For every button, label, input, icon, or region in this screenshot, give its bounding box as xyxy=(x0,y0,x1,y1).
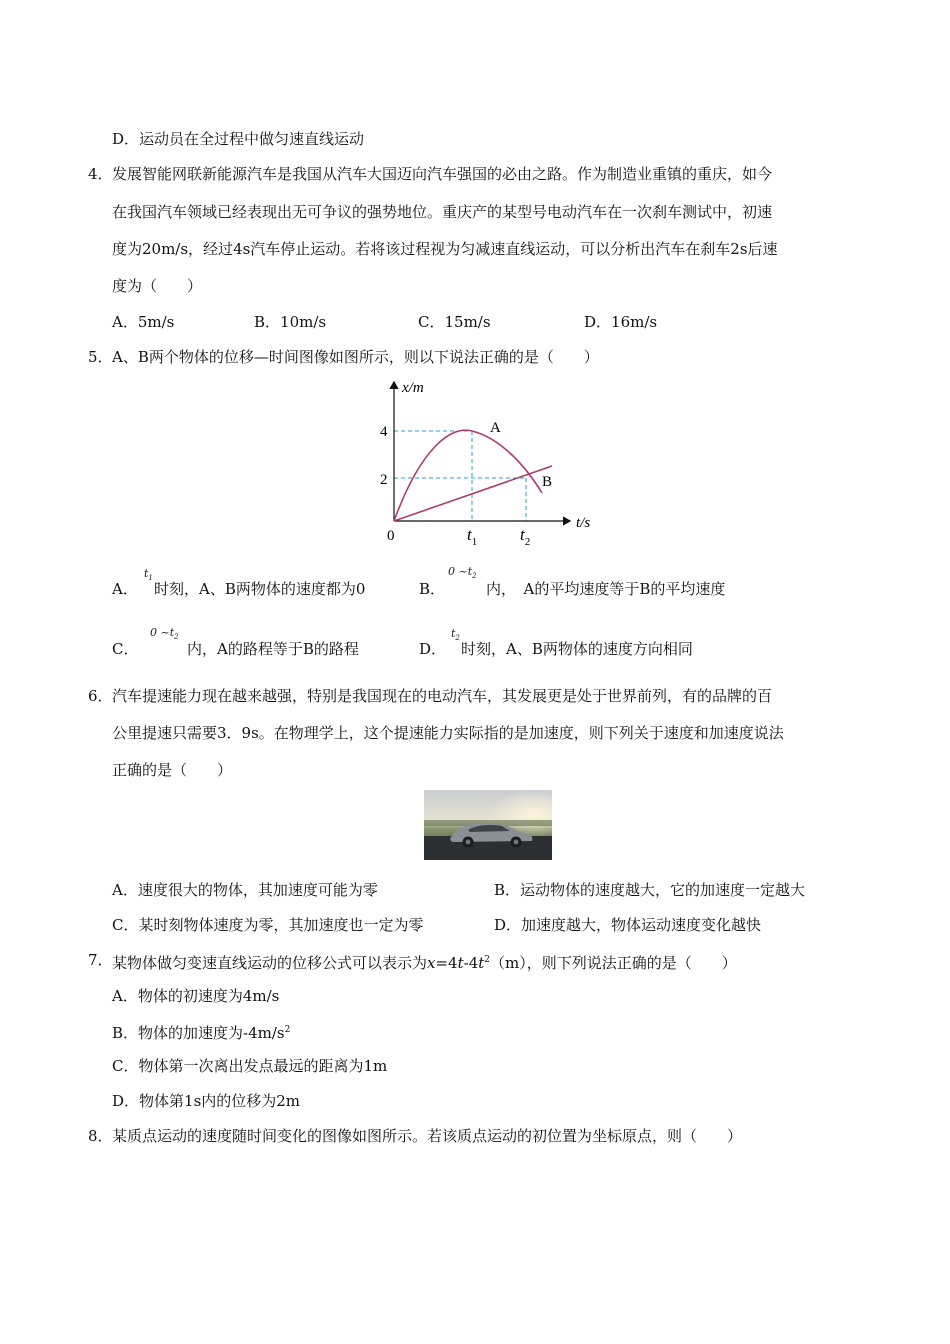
xt-graph xyxy=(370,370,610,552)
q6-option-a[interactable]: A．速度很大的物体，其加速度可能为零 xyxy=(112,881,378,899)
q4-stem-line-4: 度为（ ） xyxy=(112,277,203,295)
q5-option-c-var: 0 $\sim t_2$ xyxy=(150,626,179,641)
line-b-label: B xyxy=(542,474,553,490)
q5-option-a-prefix[interactable]: A． xyxy=(112,580,138,598)
q5-option-c-prefix[interactable]: C． xyxy=(112,640,139,658)
q4-stem-line-3: 度为20m/s，经过4s汽车停止运动。若将该过程视为匀减速直线运动，可以分析出汽车在刹车2s后速 xyxy=(112,240,778,258)
q7-option-a[interactable]: A．物体的初速度为4m/s xyxy=(112,987,280,1005)
q6-stem-line-3: 正确的是（ ） xyxy=(112,761,233,779)
car-photo xyxy=(424,790,552,860)
q5-option-a-text[interactable]: 时刻，A、B两物体的速度都为0 xyxy=(154,580,366,598)
q5-number: 5． xyxy=(88,348,113,366)
x-axis-label: t/s xyxy=(576,515,591,531)
q8-stem: 某质点运动的速度随时间变化的图像如图所示。若该质点运动的初位置为坐标原点，则（ ） xyxy=(112,1127,743,1145)
origin-label: 0 xyxy=(387,528,395,544)
q3-option-d: D．运动员在全过程中做匀速直线运动 xyxy=(112,130,365,148)
y-tick-4: 4 xyxy=(380,424,388,440)
q4-number: 4． xyxy=(88,165,113,183)
q5-option-d-prefix[interactable]: D． xyxy=(419,640,447,658)
curve-a-label: A xyxy=(490,420,501,436)
q4-option-d[interactable]: D．16m/s xyxy=(584,313,658,331)
q6-option-d[interactable]: D．加速度越大，物体运动速度变化越快 xyxy=(494,916,762,934)
q7-option-d[interactable]: D．物体第1s内的位移为2m xyxy=(112,1092,301,1110)
q7-option-b[interactable]: B．物体的加速度为$-4m/s^2$ xyxy=(112,1024,291,1042)
y-axis-label: x/m xyxy=(402,380,424,396)
q5-option-d-var: $t_2$ xyxy=(451,627,460,642)
y-tick-2: 2 xyxy=(380,472,388,488)
q7-option-c[interactable]: C．物体第一次离出发点最远的距离为1m xyxy=(112,1057,388,1075)
q4-stem-line-2: 在我国汽车领域已经表现出无可争议的强势地位。重庆产的某型号电动汽车在一次刹车测试中，初速 xyxy=(112,203,773,221)
q4-stem-line-1: 发展智能网联新能源汽车是我国从汽车大国迈向汽车强国的必由之路。作为制造业重镇的重庆，如今 xyxy=(112,165,773,183)
q5-option-a-var: $t_1$ xyxy=(144,567,153,582)
x-tick-t1: $t_1$ xyxy=(467,525,478,548)
curve-a xyxy=(394,430,542,521)
q5-option-d-text[interactable]: 时刻，A、B两物体的速度方向相同 xyxy=(461,640,693,658)
q6-stem-line-1: 汽车提速能力现在越来越强，特别是我国现在的电动汽车，其发展更是处于世界前列，有的品牌的百 xyxy=(112,687,773,705)
q8-number: 8． xyxy=(88,1127,113,1145)
q7-stem: 某物体做匀变速直线运动的位移公式可以表示为$x=4t-4t^2(m)$，则下列说法正确的是（ ） xyxy=(112,954,737,972)
q5-option-b-var: 0 $\sim t_2$ xyxy=(448,565,477,580)
q5-option-b-prefix[interactable]: B． xyxy=(419,580,446,598)
q5-option-b-text[interactable]: 内， A的平均速度等于B的平均速度 xyxy=(486,580,726,598)
line-b xyxy=(394,466,552,521)
q6-stem-line-2: 公里提速只需要3．9s。在物理学上，这个提速能力实际指的是加速度，则下列关于速度和加速度说法 xyxy=(112,724,784,742)
q7-number: 7． xyxy=(88,951,113,969)
q5-option-c-text[interactable]: 内，A的路程等于B的路程 xyxy=(187,640,359,658)
q4-option-c[interactable]: C．15m/s xyxy=(418,313,491,331)
q6-option-b[interactable]: B．运动物体的速度越大，它的加速度一定越大 xyxy=(494,881,806,899)
q4-option-b[interactable]: B．10m/s xyxy=(254,313,327,331)
x-tick-t2: $t_2$ xyxy=(520,525,531,548)
q5-stem: A、B两个物体的位移—时间图像如图所示，则以下说法正确的是（ ） xyxy=(112,348,599,366)
q6-number: 6． xyxy=(88,687,113,705)
q6-option-c[interactable]: C．某时刻物体速度为零，其加速度也一定为零 xyxy=(112,916,424,934)
q4-option-a[interactable]: A．5m/s xyxy=(112,313,175,331)
